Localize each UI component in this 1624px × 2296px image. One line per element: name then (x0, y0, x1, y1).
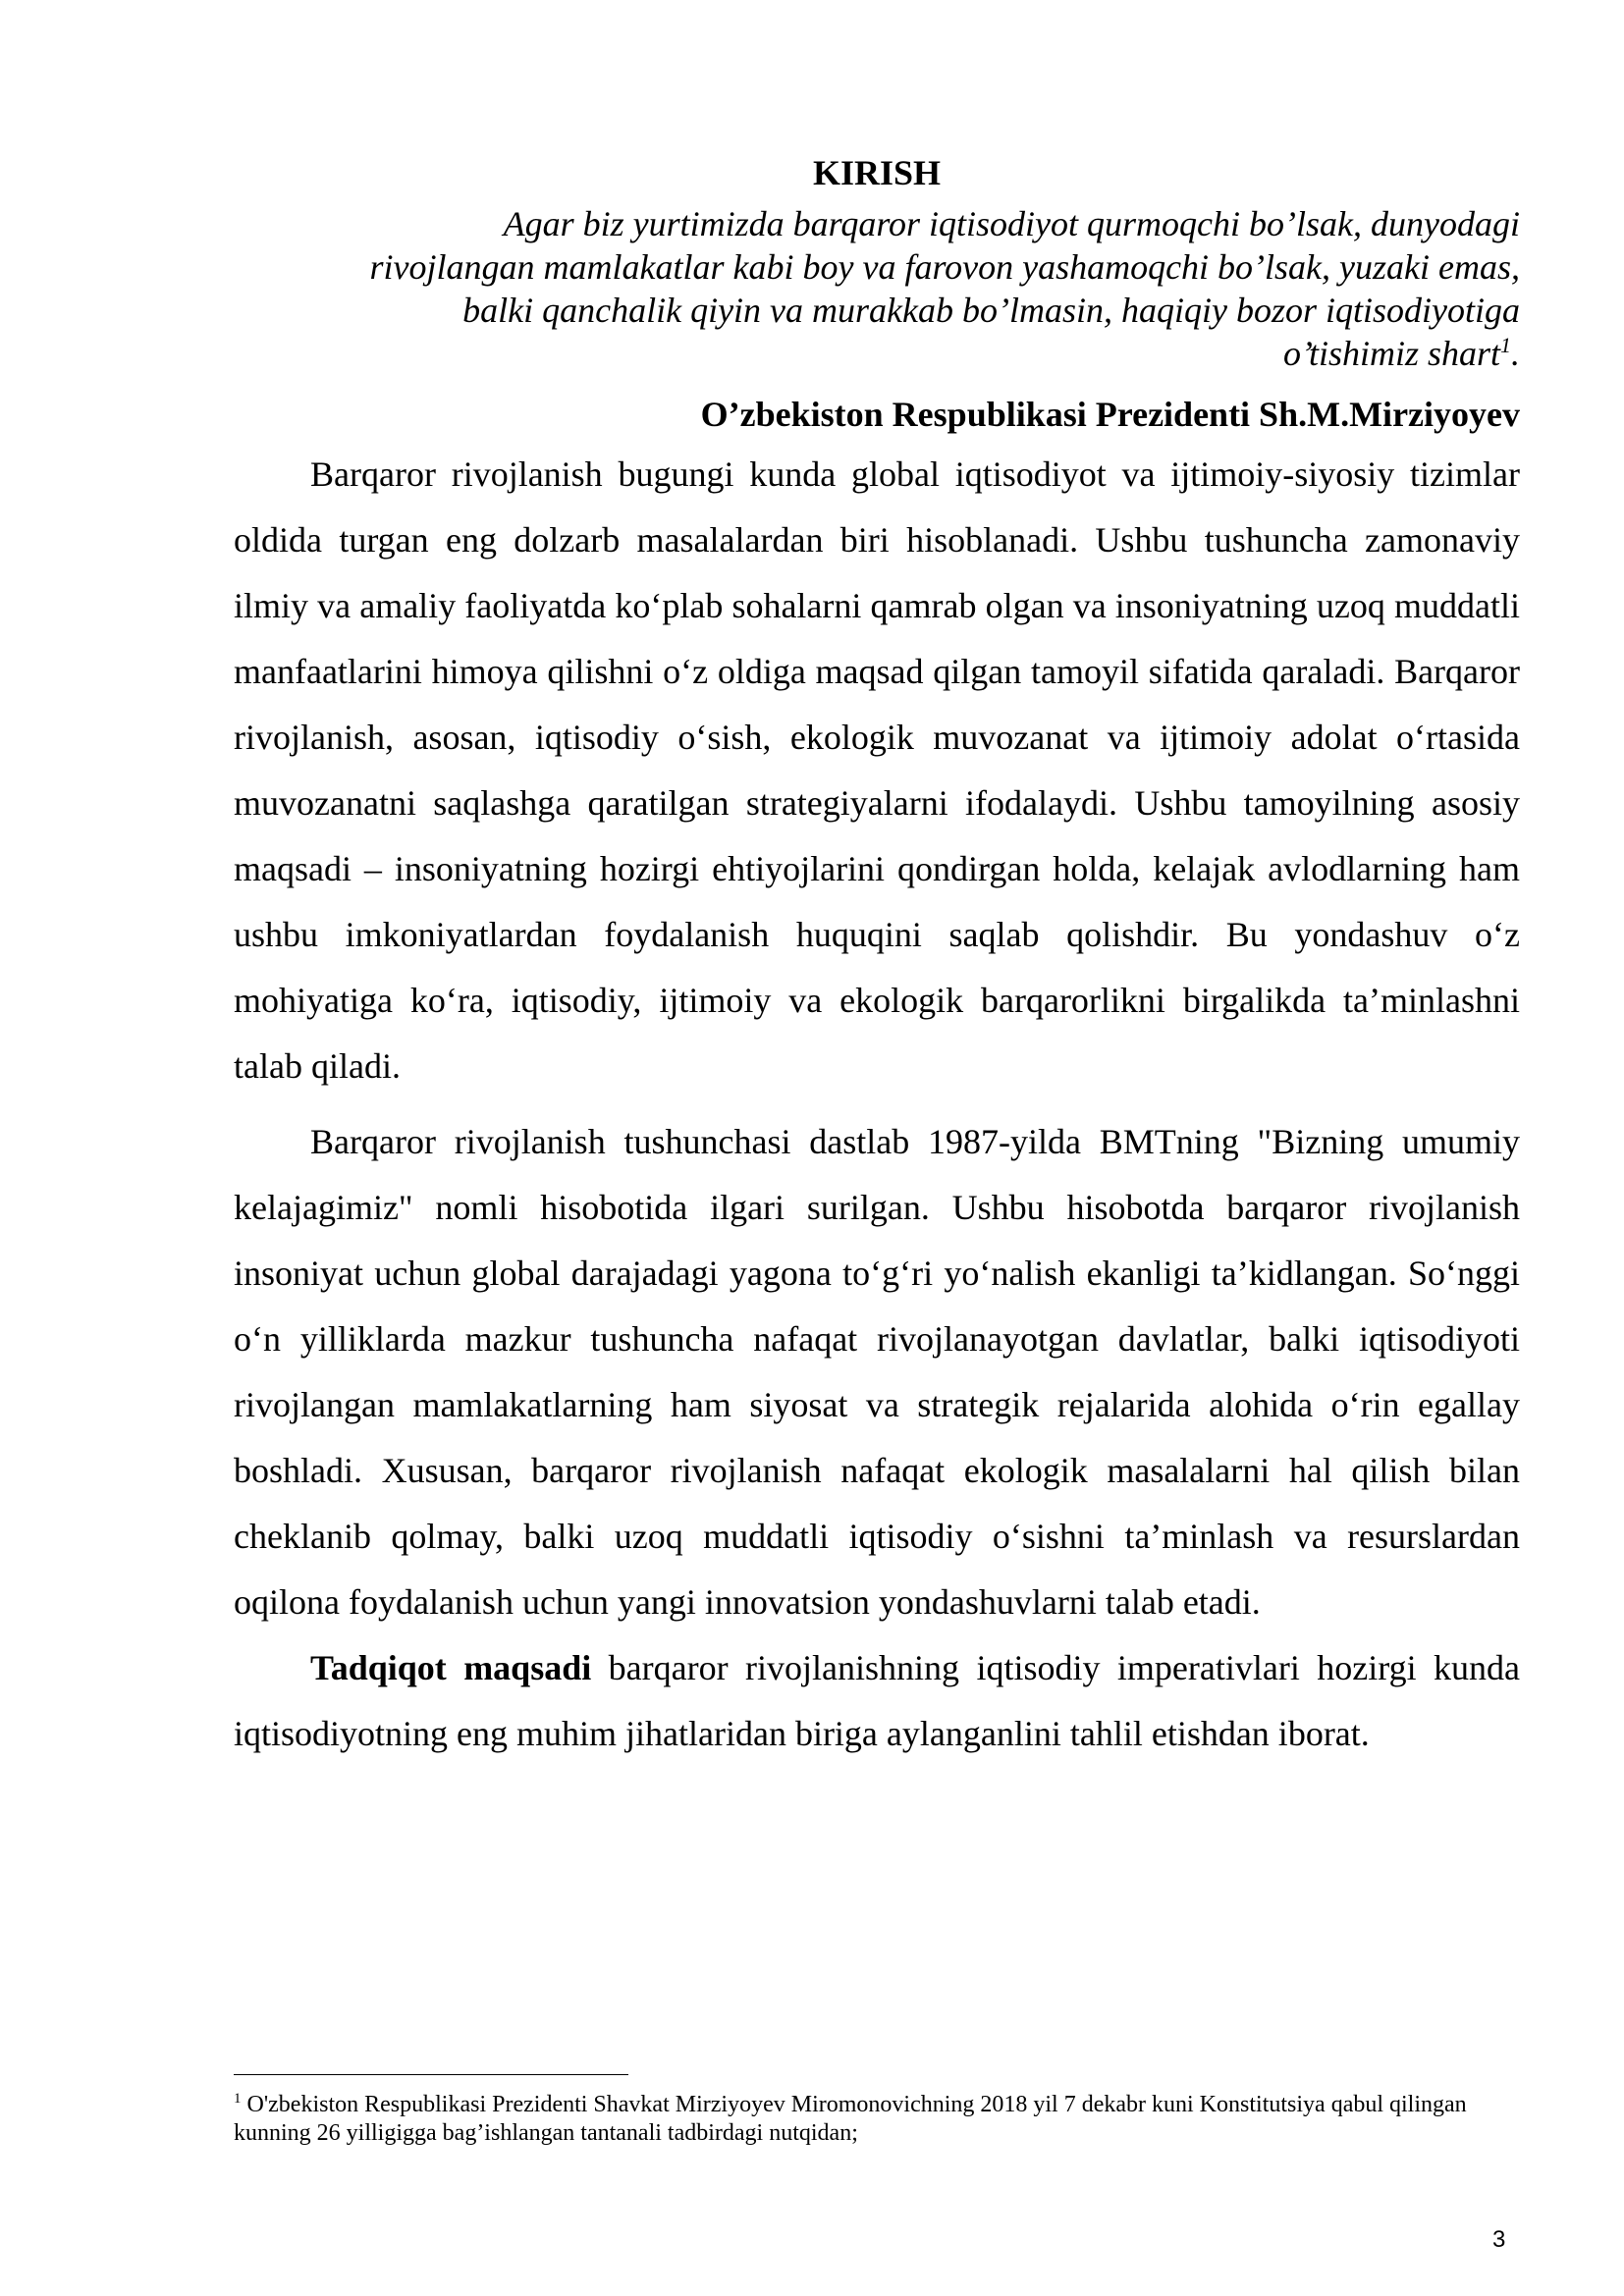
epigraph-line-1: Agar biz yurtimizda barqaror iqtisodiyot qurmoqchi bo’lsak, dunyodagi (503, 204, 1520, 243)
footnote (234, 2085, 1520, 2148)
epigraph-line-4-text: o’tishimiz shart (1282, 334, 1500, 373)
section-heading: KIRISH (812, 153, 942, 192)
epigraph-end-mark: . (1511, 334, 1520, 373)
page-content (234, 147, 1520, 1767)
body-paragraph-2: Barqaror rivojlanish tushunchasi dastlab 1987-yilda BMTning "Bizning umumiy kelajagimiz" nomli hisobotida ilgari surilgan. Ushbu hisobotda barqaror rivojlanish insoniyat uchun global darajadagi yagona to‘g‘ri yo‘nalish ekanligi ta’kidlangan. So‘nggi o‘n yilliklarda mazkur tushuncha nafaqat rivojlanayotgan davlatlar, balki iqtisodiyoti rivojlangan mamlakatlarning ham siyosat va strategik rejalarida alohida o‘rin egallay boshladi. Xususan, barqaror rivojlanish nafaqat ekologik masalalarni hal qilish bilan cheklanib qolmay, balki uzoq muddatli iqtisodiy o‘sishni ta’minlash va resurslardan oqilona foydalanish uchun yangi innovatsion yondashuvlarni talab etadi. (234, 1122, 1520, 1622)
footnote-text: O'zbekiston Respublikasi Prezidenti Shavkat Mirziyoyev Miromonovichning 2018 yil 7 dekabr kuni Konstitutsiya qabul qilingan kunning 26 yilligigga bag’ishlangan tantanali tadbirdagi nutqidan; (234, 2092, 1467, 2146)
epigraph-attribution: O’zbekiston Respublikasi Prezidenti Sh.M.Mirziyoyev (700, 395, 1520, 434)
epigraph-line-2: rivojlangan mamlakatlar kabi boy va farovon yashamoqchi bo’lsak, yuzaki emas, (369, 247, 1520, 287)
research-aim-label: Tadqiqot maqsadi (310, 1648, 592, 1687)
epigraph-line-3: balki qanchalik qiyin va murakkab bo’lmasin, haqiqiy bozor iqtisodiyotiga (462, 291, 1520, 330)
research-aim-text: barqaror rivojlanishning iqtisodiy imperativlari hozirgi kunda iqtisodiyotning eng muhim jihatlaridan biriga aylanganlini tahlil etishdan iborat. (234, 1648, 1520, 1753)
page-number: 3 (1492, 2226, 1506, 2253)
footnote-separator (234, 2074, 628, 2075)
epigraph-quote (234, 202, 1520, 375)
body-paragraph-3 (234, 1635, 1520, 1767)
epigraph-line-4 (234, 332, 1520, 375)
body-paragraph-1: Barqaror rivojlanish bugungi kunda global iqtisodiyot va ijtimoiy-siyosiy tizimlar oldida turgan eng dolzarb masalalardan biri hisoblanadi. Ushbu tushuncha zamonaviy ilmiy va amaliy faoliyatda ko‘plab sohalarni qamrab olgan va insoniyatning uzoq muddatli manfaatlarini himoya qilishni o‘z oldiga maqsad qilgan tamoyil sifatida qaraladi. Barqaror rivojlanish, asosan, iqtisodiy o‘sish, ekologik muvozanat va ijtimoiy adolat o‘rtasida muvozanatni saqlashga qaratilgan strategiyalarni ifodalaydi. Ushbu tamoyilning asosiy maqsadi – insoniyatning hozirgi ehtiyojlarini qondirgan holda, kelajak avlodlarning ham ushbu imkoniyatlardan foydalanish huquqini saqlab qolishdir. Bu yondashuv o‘z mohiyatiga ko‘ra, iqtisodiy, ijtimoiy va ekologik barqarorlikni birgalikda ta’minlashni talab qiladi. (234, 454, 1520, 1086)
footnote-reference[interactable]: 1 (1500, 333, 1511, 357)
footnote-number: 1 (234, 2091, 242, 2107)
